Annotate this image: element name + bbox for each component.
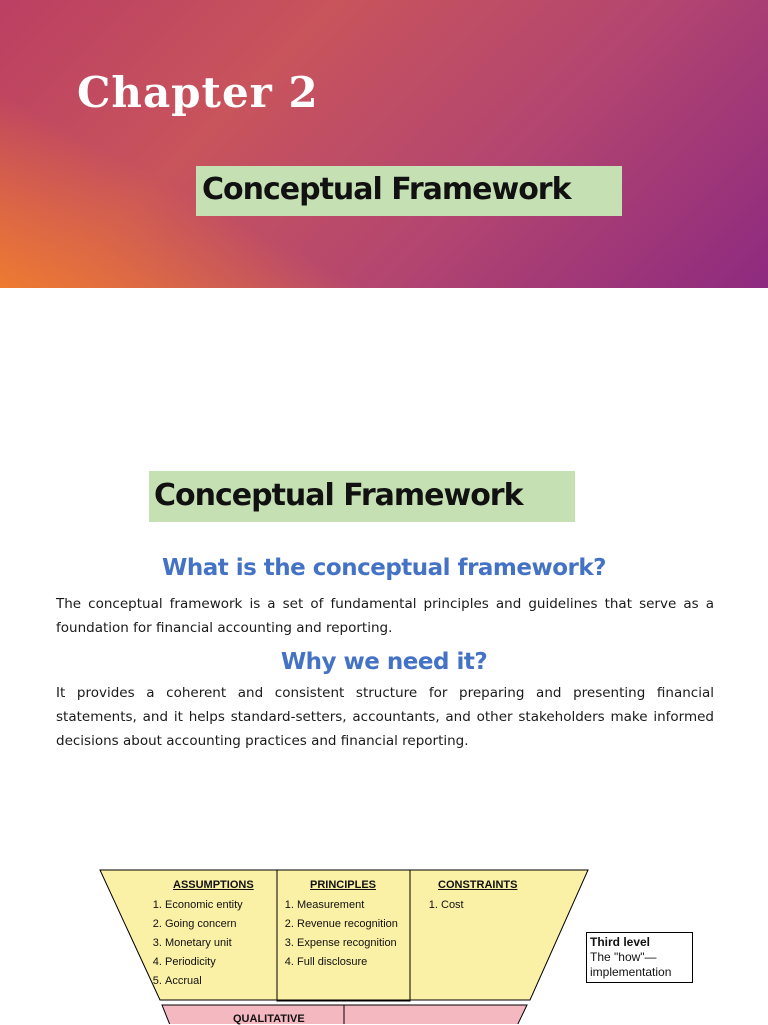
answer-paragraph-why: It provides a coherent and consistent structure for preparing and presenting financial statements, and it helps standard-setters, accountants, and other stakeholders make informed decisions about accounting practices and financial reporting. xyxy=(56,685,714,749)
framework-diagram xyxy=(0,860,768,1024)
assumptions-column xyxy=(140,879,274,991)
question-heading-what: What is the conceptual framework? xyxy=(161,555,607,581)
list-item: 4. Full disclosure xyxy=(297,953,410,972)
principles-list xyxy=(278,896,410,972)
list-item: 1. Cost xyxy=(441,896,552,915)
banner-label-text: Conceptual Framework xyxy=(202,172,571,207)
question-heading-why: Why we need it? xyxy=(280,649,488,675)
list-item: 5. Accrual xyxy=(165,972,274,991)
constraints-column xyxy=(412,879,552,915)
title-banner xyxy=(0,0,768,288)
constraints-list xyxy=(412,896,552,915)
list-item: 1. Measurement xyxy=(297,896,410,915)
list-item: 1. Economic entity xyxy=(165,896,274,915)
chapter-title: Chapter 2 xyxy=(77,68,319,117)
list-item: 2. Revenue recognition xyxy=(297,915,410,934)
list-item: 2. Going concern xyxy=(165,915,274,934)
assumptions-list xyxy=(140,896,274,991)
principles-heading: PRINCIPLES xyxy=(310,879,377,891)
list-item: 4. Periodicity xyxy=(165,953,274,972)
qualitative-label: QUALITATIVE xyxy=(233,1013,305,1025)
list-item: 3. Monetary unit xyxy=(165,934,274,953)
constraints-heading: CONSTRAINTS xyxy=(438,879,518,891)
third-level-note xyxy=(586,932,693,983)
third-level-title: Third level xyxy=(590,935,651,949)
banner-highlight-label xyxy=(196,166,622,216)
list-item: 3. Expense recognition xyxy=(297,934,410,953)
section-highlight-label xyxy=(149,471,575,522)
section-label-text: Conceptual Framework xyxy=(154,478,523,513)
third-level-text: The "how"— implementation xyxy=(590,950,672,979)
answer-paragraph-what: The conceptual framework is a set of fundamental principles and guidelines that serve as a foundation for financial accounting and reporting. xyxy=(56,596,714,636)
assumptions-heading: ASSUMPTIONS xyxy=(173,879,254,891)
principles-column xyxy=(278,879,410,972)
